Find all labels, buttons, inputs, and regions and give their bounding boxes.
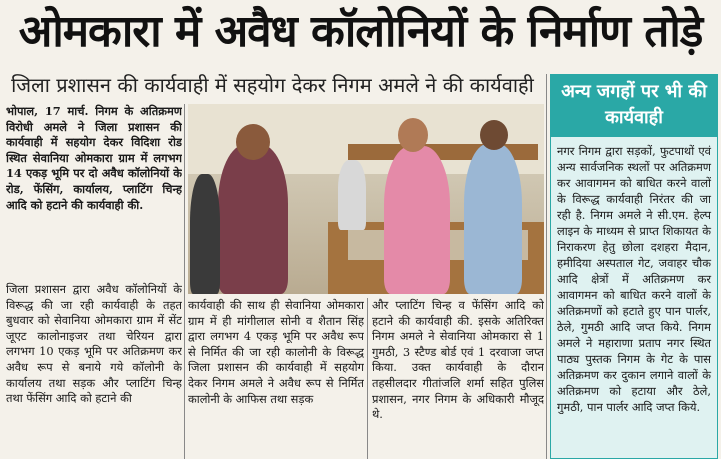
sidebar-box bbox=[550, 136, 718, 459]
article-column-1 bbox=[6, 282, 182, 459]
sidebar-body: नगर निगम द्वारा सड़कों, फुटपाथों एवं अन्य सार्वजनिक स्थलों पर अतिक्रमण कर आवागमन को बाधित करने वालों के विरूद्ध कार्यवाही निरंतर की जा रही है. निगम अमले ने सी.एम. हेल्प लाइन के माध्यम से प्राप्त शिकायत के निराकरण हेतु छोला दशहरा मैदान, हमीदिया अस्पताल गेट, जवाहर चौक आदि क्षेत्रों में अतिक्रमण कर आवागमन को बाधित करने वालों के अतिक्रमणों को हटाते हुए पान पार्लर, ठेले, गुमठी आदि जप्त किये. निगम अमले ने महाराणा प्रताप नगर स्थित पाठ्य पुस्तक निगम के गेट के पास अतिक्रमण कर दुकान लगाने वालों के अतिक्रमण को हटाया और ठेले, गुमठी, पान पार्लर आदि जप्त किये. bbox=[557, 144, 711, 414]
article-column-3 bbox=[372, 298, 544, 459]
headline: ओमकारा में अवैध कॉलोनियों के निर्माण तोड़े bbox=[18, 6, 703, 57]
subheadline: जिला प्रशासन की कार्यवाही में सहयोग देकर निगम अमले ने की कार्यवाही bbox=[11, 73, 534, 97]
photo-person-4-head bbox=[480, 120, 508, 150]
news-photo bbox=[188, 104, 544, 294]
section-divider bbox=[546, 74, 547, 459]
photo-person-1-head bbox=[236, 124, 270, 160]
photo-person-2 bbox=[190, 174, 220, 294]
article-body-col2: कार्यवाही की साथ ही सेवानिया ओमकारा ग्राम में ही मांगीलाल सोनी व शैतान सिंह द्वारा लगभग 4 एकड़ भूमि पर अवैध रूप से निर्मित की जा रही कालोनी के विरूद्ध जिला प्रशासन की कार्यवाही में सहयोग देकर निगम अमले ने अवैध रूप से निर्मित कालोनी के आफिस तथा सड़क bbox=[188, 298, 364, 406]
photo-person-3 bbox=[384, 146, 450, 294]
photo-person-5 bbox=[338, 160, 366, 230]
column-divider-2 bbox=[367, 298, 368, 459]
photo-person-1 bbox=[218, 144, 288, 294]
sidebar-title: अन्य जगहों पर भी की कार्यवाही bbox=[550, 74, 718, 136]
column-divider-1 bbox=[184, 104, 185, 459]
photo-person-3-head bbox=[398, 118, 428, 152]
article-body-col1: जिला प्रशासन द्वारा अवैध कॉलोनियों के विरूद्ध की जा रही कार्यवाही के तहत बुधवार को सेवानिया ओमकारा ग्राम में सेंट जूएट कालोनाइजर तथा चेरियन द्वारा लगभग 10 एकड़ भूमि पर अतिक्रमण कर अवैध रूप से बनाये गये कॉलोनी के कार्यालय तथा सड़क और प्लाटिंग चिन्ह तथा फेंसिंग आदि को हटाने की bbox=[6, 282, 182, 406]
article-column-2 bbox=[188, 298, 364, 459]
article-lead-column bbox=[6, 104, 182, 282]
article-lead-paragraph: भोपाल, 17 मार्च. निगम के अतिक्रमण विरोधी अमले ने जिला प्रशासन की कार्यवाही में सहयोग देकर विदिशा रोड स्थित सेवानिया ओमकारा ग्राम में लगभग 14 एकड़ भूमि पर दो अवैध कॉलोनियों के रोड, फेंसिंग, कार्यालय, प्लाटिंग चिन्ह आदि को हटाने की कार्यवाही की. bbox=[6, 104, 182, 212]
photo-person-4 bbox=[464, 144, 522, 294]
article-body-col3: और प्लाटिंग चिन्ह व फेंसिंग आदि को हटाने की कार्यवाही की. इसके अतिरिक्त निगम अमले ने सेवानिया ओमकारा से 1 गुमठी, 3 स्टैण्ड बोर्ड एवं 1 दरवाजा जप्त किया. उक्त कार्यवाही के दौरान तहसीलदार गीतांजलि शर्मा सहित पुलिस प्रशासन, नगर निगम के अधिकारी मौजूद थे. bbox=[372, 298, 544, 422]
